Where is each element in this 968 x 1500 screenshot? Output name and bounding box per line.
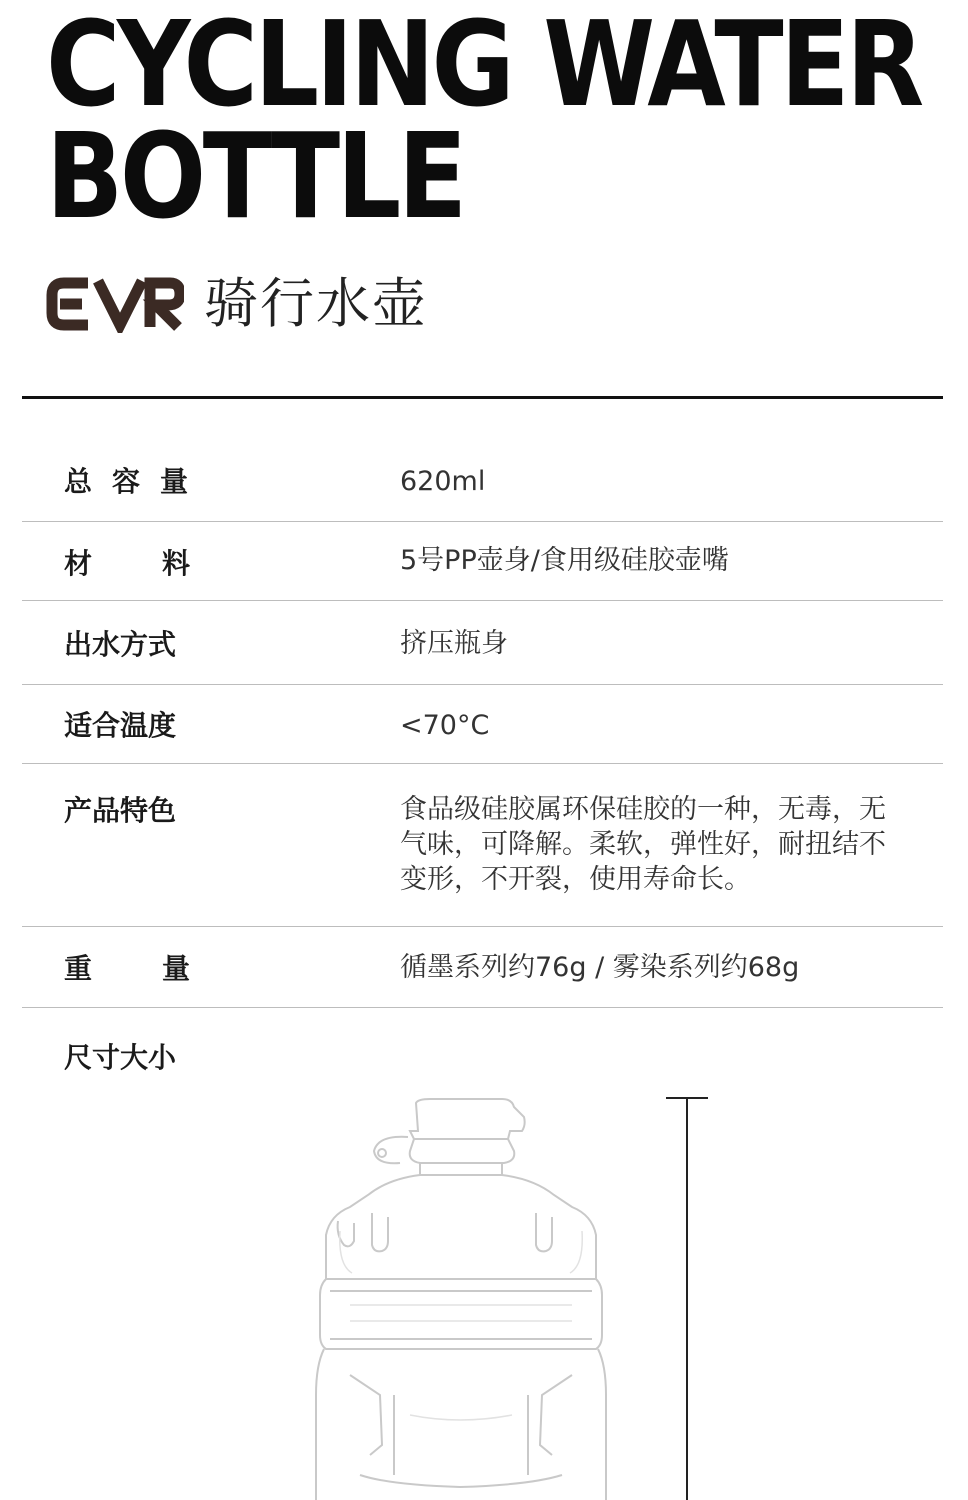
page-title — [46, 0, 921, 245]
spec-label: 重量 — [64, 952, 261, 985]
height-dimension-line — [686, 1098, 688, 1500]
title-line-1: CYCLING WATER — [46, 0, 921, 133]
spec-value: 5号PP壶身/食用级硅胶壶嘴 — [400, 545, 729, 576]
bottle-sketch-image — [290, 1095, 630, 1500]
spec-value: 循墨系列约76g / 雾染系列约68g — [400, 952, 800, 983]
spec-value: 620ml — [400, 466, 486, 497]
spec-row-weight — [22, 927, 943, 1008]
title-line-2: BOTTLE — [46, 107, 464, 245]
spec-table — [22, 399, 943, 1008]
spec-row-features — [22, 764, 943, 927]
spec-row-outlet — [22, 601, 943, 685]
spec-value: <70°C — [400, 710, 490, 741]
brand-text: EVR — [46, 275, 49, 276]
size-section-label: 尺寸大小 — [64, 1041, 177, 1074]
brand-subtitle: 骑行水壶 — [204, 272, 428, 335]
spec-row-capacity — [22, 399, 943, 522]
spec-row-material — [22, 522, 943, 601]
spec-label: 总容量 — [64, 465, 209, 498]
spec-label: 出水方式 — [64, 628, 177, 661]
spec-label: 材料 — [64, 547, 261, 580]
brand-row — [46, 268, 428, 340]
spec-label: 产品特色 — [64, 794, 177, 827]
brand-logo — [46, 275, 184, 333]
spec-row-temperature — [22, 685, 943, 764]
spec-value: 挤压瓶身 — [400, 628, 508, 659]
spec-label: 适合温度 — [64, 709, 177, 742]
spec-value: 食品级硅胶属环保硅胶的一种，无毒，无气味，可降解。柔软，弹性好，耐扭结不变形，不开裂，使用寿命长。 — [400, 794, 886, 895]
